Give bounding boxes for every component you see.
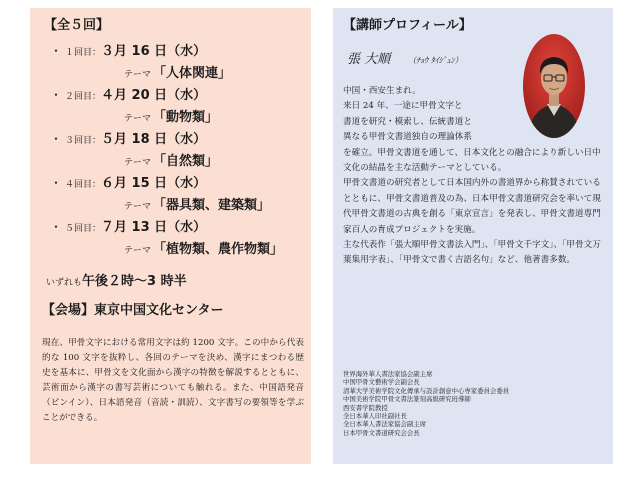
instructor-name-line — [347, 48, 463, 67]
session-item — [50, 172, 308, 216]
profile-heading: 【講師プロフィール】 — [343, 18, 472, 33]
session-number: ３回目： — [65, 136, 102, 146]
session-item — [50, 84, 308, 128]
bullet-icon: ・ — [50, 176, 63, 190]
schedule-heading: 【全５回】 — [44, 18, 110, 33]
title-item: 全日本華人書法家協会副主席 — [343, 420, 427, 429]
session-date: ７月 13 日（水） — [101, 220, 207, 235]
title-item: 全日本華人印社副社長 — [343, 412, 407, 421]
title-item: 世界海外華人書法家協会副主席 — [343, 370, 433, 378]
session-item — [50, 216, 308, 260]
bio-line: 来日 24 年、一途に甲骨文字と — [343, 101, 463, 112]
time-range: 午後２時〜3 時半 — [82, 274, 187, 289]
session-date: ４月 20 日（水） — [101, 88, 207, 103]
session-time — [46, 270, 187, 289]
instructor-name: 張 大順 — [347, 52, 391, 67]
bio-paragraph: を確立。甲骨文書道を通して、日本文化との融合により新しい日中文化の結晶を主な活動テーマとしている。 — [343, 147, 601, 174]
instructor-titles — [343, 370, 607, 437]
course-description: 現在、甲骨文字における常用文字は約 1200 文字。この中から代表的な 100 文字を抜粋し、各回のテーマを決め、漢字にまつわる歴史を基本に、甲骨文を文化面から漢字の特徴を解説するとともに、芸術面から漢字の書写芸術についても触れる。また、中国語発音（ピンイン）、日本語発音（音読・訓読）、文字書写の要領等を学ぶことができる。 — [42, 338, 304, 423]
bio-line: 異なる甲骨文書道独自の理論体系 — [343, 132, 472, 143]
instructor-profile-panel — [333, 8, 613, 464]
title-item: 中国美術学院甲骨文書法篆刻高級研究班導師 — [343, 395, 471, 404]
session-number: １回目： — [65, 48, 102, 58]
bullet-icon: ・ — [50, 88, 63, 102]
title-item: 西安書学院教授 — [343, 403, 388, 412]
name-reading: （ﾁｮｳ ﾀｲｼﾞｭﾝ） — [408, 56, 463, 65]
theme-label: テーマ — [124, 202, 152, 212]
session-number: ４回目： — [65, 180, 102, 190]
venue-heading: 【会場】東京中国文化センター — [42, 303, 224, 318]
session-date: ６月 15 日（水） — [101, 176, 207, 191]
bullet-icon: ・ — [50, 220, 63, 234]
session-number: ２回目： — [65, 92, 102, 102]
bio-line: 書道を研究・模索し、伝統書道と — [343, 116, 472, 127]
session-theme: 「器具類、建築類」 — [153, 198, 271, 213]
time-prefix: いずれも — [46, 278, 83, 288]
bullet-icon: ・ — [50, 44, 63, 58]
course-schedule-panel — [30, 8, 311, 464]
theme-label: テーマ — [124, 70, 152, 80]
session-list — [50, 40, 308, 260]
session-theme: 「人体関連」 — [153, 66, 232, 81]
bio-paragraph: 主な代表作「張大順甲骨文書法入門」、「甲骨文千字文」、「甲骨文万葉集用字表」、「甲骨文で書く吉語名句」など、他著書多数。 — [343, 240, 601, 266]
theme-label: テーマ — [124, 158, 152, 168]
bio-paragraph: 甲骨文書道の研究者として日本国内外の書道界から称賛されているとともに、甲骨文書道普及の為、日本甲骨文書道研究会を率いて現代甲骨文書道の古典を創る「東京宣言」を発表し、甲骨文書道専門家百人の育成プロジェクトを実施。 — [343, 178, 601, 235]
title-item: 中国甲骨文藝術学会副会長 — [343, 378, 420, 387]
session-theme: 「植物類、農作物類」 — [153, 242, 284, 257]
session-number: ５回目： — [65, 224, 102, 234]
instructor-bio — [343, 84, 607, 269]
title-item: 日本甲骨文書道研究会会長 — [343, 428, 420, 437]
session-theme: 「自然類」 — [153, 154, 219, 169]
session-item — [50, 128, 308, 172]
session-item — [50, 40, 308, 84]
theme-label: テーマ — [124, 114, 152, 124]
bio-line: 中国・西安生まれ。 — [343, 86, 421, 96]
session-date: ３月 16 日（水） — [101, 44, 207, 59]
theme-label: テーマ — [124, 246, 152, 256]
session-date: ５月 18 日（水） — [101, 132, 207, 147]
title-item: 清華大学美術学院文化傳承与設計創意中心専家委員会委員 — [343, 386, 510, 395]
session-theme: 「動物類」 — [153, 110, 219, 125]
bullet-icon: ・ — [50, 132, 63, 146]
